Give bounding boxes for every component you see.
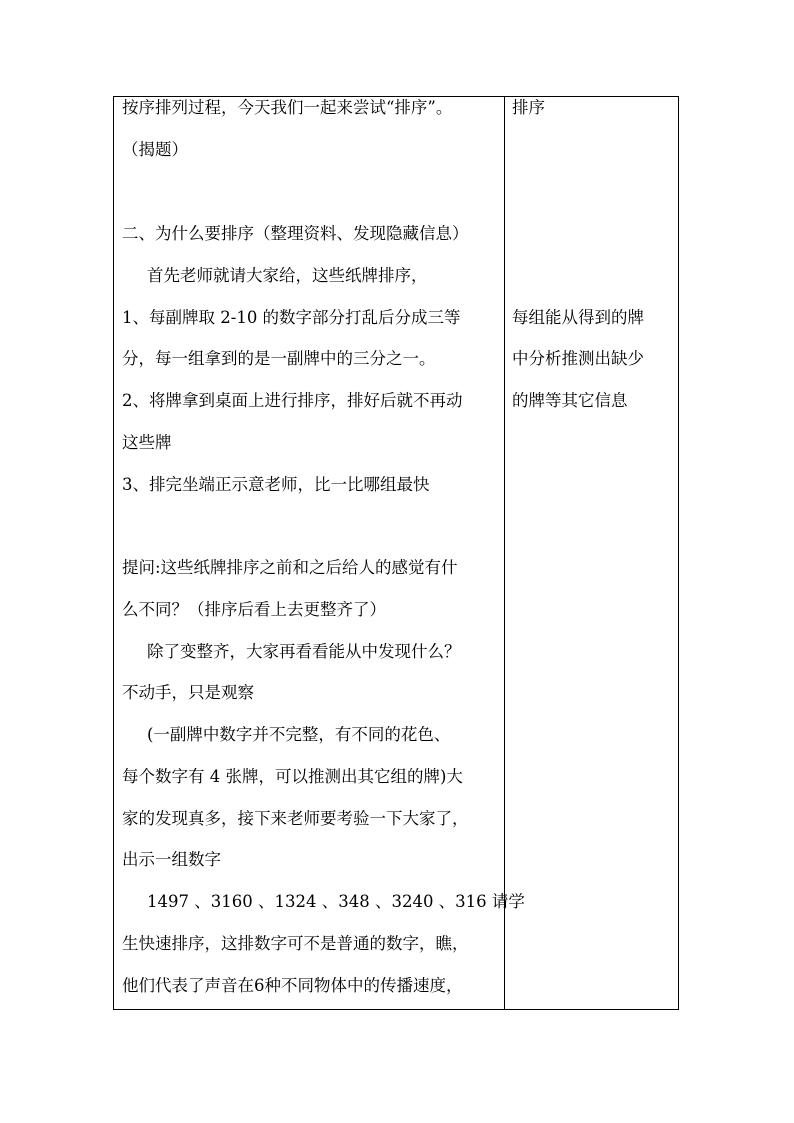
text-line: 1、每副牌取 2-10 的数字部分打乱后分成三等 xyxy=(122,308,461,327)
text-line: 2、将牌拿到桌面上进行排序，排好后就不再动 xyxy=(122,391,463,410)
text-line: 首先老师就请大家给，这些纸牌排序， xyxy=(147,266,428,285)
text-line: (一副牌中数字并不完整，有不同的花色、 xyxy=(147,725,451,744)
text-line: 家的发现真多，接下来老师要考验一下大家了， xyxy=(122,809,469,828)
text-line: 他们代表了声音在6种不同物体中的传播速度， xyxy=(122,976,463,995)
text-line: 生快速排序，这排数字可不是普通的数字，瞧， xyxy=(122,934,469,953)
note-line: 排序 xyxy=(512,98,545,117)
note-line: 中分析推测出缺少 xyxy=(512,349,644,368)
text-line: 提问:这些纸牌排序之前和之后给人的感觉有什 xyxy=(122,558,458,577)
text-line: 这些牌 xyxy=(122,433,172,452)
text-line: 分，每一组拿到的是一副牌中的三分之一。 xyxy=(122,349,436,368)
text-line: 不动手，只是观察 xyxy=(122,683,254,702)
note-line: 的牌等其它信息 xyxy=(512,391,628,410)
note-line: 每组能从得到的牌 xyxy=(512,308,644,327)
lesson-plan-table xyxy=(113,96,679,1010)
text-line: 么不同？（排序后看上去更整齐了） xyxy=(122,600,386,619)
section-heading: 二、为什么要排序（整理资料、发现隐藏信息） xyxy=(122,224,469,243)
text-line: 按序排列过程，今天我们一起来尝试“排序”。 xyxy=(122,98,453,117)
text-line: 每个数字有 4 张牌，可以推测出其它组的牌)大 xyxy=(122,767,463,786)
design-intent-column xyxy=(505,97,678,1009)
text-line: 1497 、3160 、1324 、348 、3240 、316 请学 xyxy=(147,892,525,911)
text-line: 出示一组数字 xyxy=(122,850,221,869)
text-line: 3、排完坐端正示意老师，比一比哪组最快 xyxy=(122,475,430,494)
text-line: 除了变整齐，大家再看看能从中发现什么？ xyxy=(147,642,461,661)
teaching-process-column xyxy=(114,97,525,1009)
text-line: （揭题） xyxy=(122,140,188,159)
